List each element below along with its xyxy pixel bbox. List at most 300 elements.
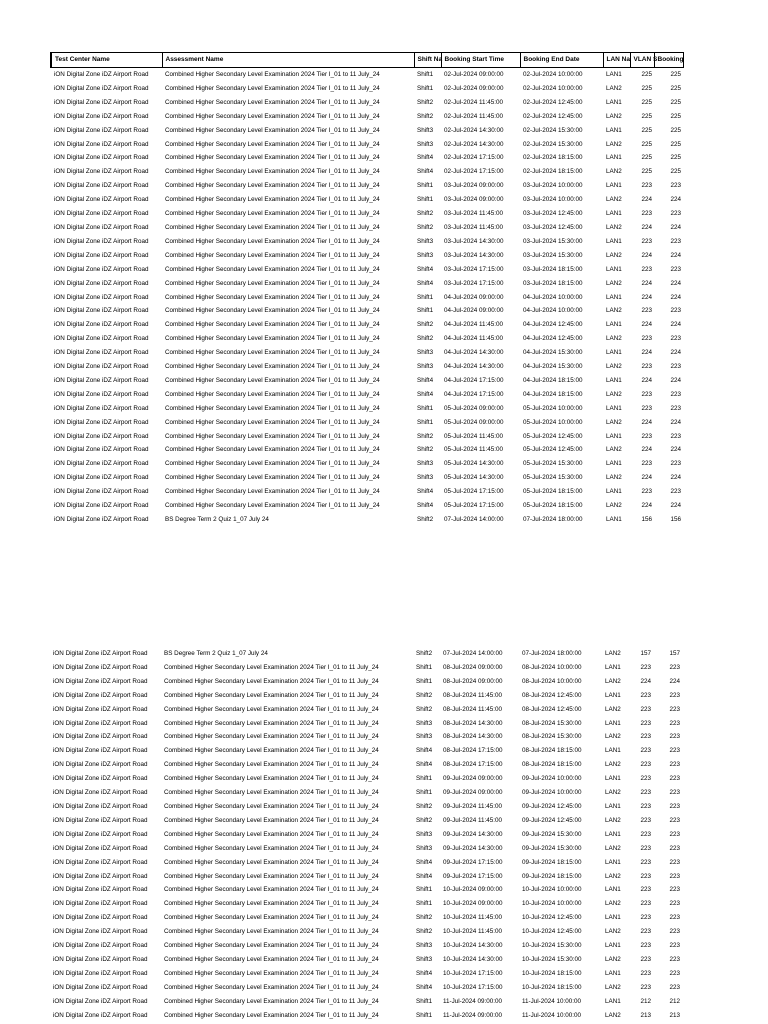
booking-cell: 223 [669,969,680,977]
test-center-cell: iON Digital Zone iDZ Airport Road [54,488,149,496]
start-time-cell: 04-Jul-2024 11:45:00 [444,321,504,329]
end-date-cell: 05-Jul-2024 15:30:00 [523,474,583,482]
test-center-cell: iON Digital Zone iDZ Airport Road [53,775,148,783]
shift-cell: Shift2 [416,705,433,713]
lan-cell: LAN2 [606,446,622,454]
booking-cell: 224 [670,349,681,357]
test-center-cell: iON Digital Zone iDZ Airport Road [53,719,148,727]
shift-cell: Shift4 [417,168,434,176]
booking-cell: 223 [669,886,680,894]
booking-cell: 157 [669,650,680,657]
assessment-cell: Combined Higher Secondary Level Examination 2024 Tier I_01 to 11 July_24 [164,844,379,852]
booking-cell: 225 [670,98,681,106]
test-center-cell: iON Digital Zone iDZ Airport Road [54,335,149,343]
vlan-cell: 223 [640,914,651,922]
vlan-cell: 213 [640,1011,651,1019]
shift-cell: Shift4 [416,858,433,866]
booking-cell: 224 [670,223,681,231]
start-time-cell: 09-Jul-2024 14:30:00 [443,844,503,852]
vlan-cell: 157 [640,650,651,657]
end-date-cell: 09-Jul-2024 15:30:00 [522,844,582,852]
booking-cell: 224 [670,446,681,454]
test-center-cell: iON Digital Zone iDZ Airport Road [54,84,149,92]
shift-cell: Shift3 [417,363,434,371]
assessment-cell: Combined Higher Secondary Level Examination 2024 Tier I_01 to 11 July_24 [164,969,379,977]
test-center-cell: iON Digital Zone iDZ Airport Road [53,650,148,657]
test-center-cell: iON Digital Zone iDZ Airport Road [54,446,149,454]
vlan-cell: 224 [641,502,652,510]
end-date-cell: 08-Jul-2024 10:00:00 [522,663,582,671]
shift-cell: Shift2 [416,928,433,936]
table-row [51,179,683,193]
shift-cell: Shift2 [416,802,433,810]
start-time-cell: 04-Jul-2024 17:15:00 [444,376,504,384]
vlan-cell: 223 [640,830,651,838]
booking-cell: 223 [670,307,681,315]
vlan-cell: 223 [640,844,651,852]
shift-cell: Shift1 [417,293,434,301]
test-center-cell: iON Digital Zone iDZ Airport Road [54,432,149,440]
start-time-cell: 05-Jul-2024 17:15:00 [444,488,504,496]
vlan-cell: 223 [641,390,652,398]
test-center-cell: iON Digital Zone iDZ Airport Road [54,210,149,218]
end-date-cell: 05-Jul-2024 12:45:00 [523,432,583,440]
assessment-cell: Combined Higher Secondary Level Examination 2024 Tier I_01 to 11 July_24 [164,914,379,922]
test-center-cell: iON Digital Zone iDZ Airport Road [53,928,148,936]
shift-cell: Shift1 [417,84,434,92]
vlan-cell: 156 [641,516,652,523]
end-date-cell: 10-Jul-2024 18:15:00 [522,969,582,977]
assessment-cell: Combined Higher Secondary Level Examination 2024 Tier I_01 to 11 July_24 [165,168,380,176]
shift-cell: Shift1 [416,775,433,783]
end-date-cell: 04-Jul-2024 15:30:00 [523,363,583,371]
test-center-cell: iON Digital Zone iDZ Airport Road [54,196,149,204]
assessment-cell: Combined Higher Secondary Level Examination 2024 Tier I_01 to 11 July_24 [165,98,380,106]
assessment-cell: Combined Higher Secondary Level Examination 2024 Tier I_01 to 11 July_24 [165,390,380,398]
table-row [51,318,683,332]
lan-cell: LAN2 [606,307,622,315]
assessment-cell: Combined Higher Secondary Level Examination 2024 Tier I_01 to 11 July_24 [165,154,380,162]
shift-cell: Shift3 [417,126,434,134]
end-date-cell: 08-Jul-2024 18:15:00 [522,747,582,755]
start-time-cell: 09-Jul-2024 09:00:00 [443,775,503,783]
table-row [50,981,682,995]
assessment-cell: Combined Higher Secondary Level Examination 2024 Tier I_01 to 11 July_24 [165,446,380,454]
lan-cell: LAN2 [605,789,621,797]
start-time-cell: 09-Jul-2024 17:15:00 [443,858,503,866]
lan-cell: LAN2 [606,140,622,148]
shift-cell: Shift1 [416,886,433,894]
vlan-cell: 223 [640,900,651,908]
vlan-cell: 223 [641,335,652,343]
vlan-cell: 223 [641,307,652,315]
booking-cell: 156 [670,516,681,523]
end-date-cell: 09-Jul-2024 18:15:00 [522,872,582,880]
shift-cell: Shift3 [416,733,433,741]
booking-cell: 223 [669,928,680,936]
booking-cell: 223 [670,363,681,371]
end-date-cell: 10-Jul-2024 18:15:00 [522,983,582,991]
table-row [51,332,683,346]
start-time-cell: 10-Jul-2024 17:15:00 [443,983,503,991]
booking-cell: 223 [670,390,681,398]
header-lan-name: LAN Na [603,53,630,68]
booking-cell: 224 [670,293,681,301]
booking-cell: 223 [670,404,681,412]
test-center-cell: iON Digital Zone iDZ Airport Road [53,747,148,755]
table-row [51,374,683,388]
booking-cell: 223 [670,182,681,190]
vlan-cell: 223 [640,761,651,769]
vlan-cell: 223 [640,747,651,755]
assessment-cell: Combined Higher Secondary Level Examination 2024 Tier I_01 to 11 July_24 [164,955,379,963]
end-date-cell: 08-Jul-2024 10:00:00 [522,677,582,685]
test-center-cell: iON Digital Zone iDZ Airport Road [54,349,149,357]
test-center-cell: iON Digital Zone iDZ Airport Road [54,307,149,315]
end-date-cell: 05-Jul-2024 18:15:00 [523,502,583,510]
end-date-cell: 02-Jul-2024 15:30:00 [523,126,583,134]
end-date-cell: 10-Jul-2024 12:45:00 [522,914,582,922]
table-row [50,925,682,939]
end-date-cell: 10-Jul-2024 10:00:00 [522,900,582,908]
shift-cell: Shift4 [416,969,433,977]
lan-cell: LAN2 [606,474,622,482]
test-center-cell: iON Digital Zone iDZ Airport Road [53,969,148,977]
end-date-cell: 10-Jul-2024 12:45:00 [522,928,582,936]
start-time-cell: 05-Jul-2024 14:30:00 [444,460,504,468]
end-date-cell: 07-Jul-2024 18:00:00 [523,516,583,523]
lan-cell: LAN2 [605,1011,621,1019]
lan-cell: LAN2 [605,955,621,963]
assessment-cell: Combined Higher Secondary Level Examination 2024 Tier I_01 to 11 July_24 [164,719,379,727]
start-time-cell: 05-Jul-2024 14:30:00 [444,474,504,482]
shift-cell: Shift2 [417,446,434,454]
lan-cell: LAN2 [606,84,622,92]
assessment-cell: Combined Higher Secondary Level Examination 2024 Tier I_01 to 11 July_24 [164,928,379,936]
table-row [51,430,683,444]
end-date-cell: 08-Jul-2024 18:15:00 [522,761,582,769]
spreadsheet-page-top [50,52,682,527]
table-row [50,800,682,814]
table-row [50,689,682,703]
assessment-cell: Combined Higher Secondary Level Examination 2024 Tier I_01 to 11 July_24 [165,71,380,78]
lan-cell: LAN2 [606,112,622,120]
shift-cell: Shift1 [416,789,433,797]
header-booking: Booking [654,53,683,68]
test-center-cell: iON Digital Zone iDZ Airport Road [53,802,148,810]
booking-cell: 223 [669,719,680,727]
booking-cell: 223 [669,830,680,838]
booking-cell: 223 [669,775,680,783]
lan-cell: LAN1 [606,182,622,190]
booking-cell: 223 [670,488,681,496]
vlan-cell: 224 [641,251,652,259]
lan-cell: LAN1 [605,886,621,894]
start-time-cell: 02-Jul-2024 14:30:00 [444,140,504,148]
shift-cell: Shift4 [416,761,433,769]
assessment-cell: Combined Higher Secondary Level Examination 2024 Tier I_01 to 11 July_24 [164,858,379,866]
test-center-cell: iON Digital Zone iDZ Airport Road [53,844,148,852]
end-date-cell: 02-Jul-2024 12:45:00 [523,98,583,106]
header-booking-start-time: Booking Start Time [441,53,520,68]
start-time-cell: 03-Jul-2024 17:15:00 [444,279,504,287]
start-time-cell: 11-Jul-2024 09:00:00 [443,997,503,1005]
shift-cell: Shift3 [416,719,433,727]
assessment-cell: Combined Higher Secondary Level Examination 2024 Tier I_01 to 11 July_24 [164,761,379,769]
vlan-cell: 223 [640,775,651,783]
vlan-cell: 224 [641,349,652,357]
test-center-cell: iON Digital Zone iDZ Airport Road [53,858,148,866]
start-time-cell: 07-Jul-2024 14:00:00 [443,650,503,657]
assessment-cell: Combined Higher Secondary Level Examination 2024 Tier I_01 to 11 July_24 [165,376,380,384]
end-date-cell: 04-Jul-2024 12:45:00 [523,321,583,329]
assessment-cell: Combined Higher Secondary Level Examination 2024 Tier I_01 to 11 July_24 [164,802,379,810]
test-center-cell: iON Digital Zone iDZ Airport Road [54,321,149,329]
shift-cell: Shift3 [417,140,434,148]
shift-cell: Shift1 [417,71,434,78]
assessment-cell: Combined Higher Secondary Level Examination 2024 Tier I_01 to 11 July_24 [165,182,380,190]
start-time-cell: 05-Jul-2024 11:45:00 [444,432,504,440]
end-date-cell: 08-Jul-2024 15:30:00 [522,719,582,727]
shift-cell: Shift2 [416,650,433,657]
test-center-cell: iON Digital Zone iDZ Airport Road [54,502,149,510]
table-row [51,360,683,374]
table-row [50,730,682,744]
booking-cell: 223 [669,705,680,713]
vlan-cell: 223 [641,488,652,496]
vlan-cell: 225 [641,168,652,176]
booking-cell: 223 [670,432,681,440]
table-row [50,786,682,800]
end-date-cell: 09-Jul-2024 12:45:00 [522,802,582,810]
assessment-cell: Combined Higher Secondary Level Examination 2024 Tier I_01 to 11 July_24 [164,983,379,991]
shift-cell: Shift1 [416,900,433,908]
start-time-cell: 09-Jul-2024 09:00:00 [443,789,503,797]
test-center-cell: iON Digital Zone iDZ Airport Road [53,900,148,908]
booking-cell: 223 [669,900,680,908]
booking-cell: 223 [669,872,680,880]
lan-cell: LAN2 [606,390,622,398]
booking-cell: 224 [670,474,681,482]
assessment-cell: Combined Higher Secondary Level Examination 2024 Tier I_01 to 11 July_24 [164,942,379,950]
end-date-cell: 05-Jul-2024 15:30:00 [523,460,583,468]
end-date-cell: 04-Jul-2024 18:15:00 [523,376,583,384]
start-time-cell: 03-Jul-2024 09:00:00 [444,196,504,204]
assessment-cell: Combined Higher Secondary Level Examination 2024 Tier I_01 to 11 July_24 [165,251,380,259]
lan-cell: LAN2 [605,677,621,685]
assessment-cell: Combined Higher Secondary Level Examination 2024 Tier I_01 to 11 July_24 [165,140,380,148]
end-date-cell: 03-Jul-2024 10:00:00 [523,196,583,204]
end-date-cell: 04-Jul-2024 18:15:00 [523,390,583,398]
shift-cell: Shift4 [417,502,434,510]
shift-cell: Shift3 [417,460,434,468]
booking-cell: 223 [669,858,680,866]
start-time-cell: 08-Jul-2024 14:30:00 [443,719,503,727]
lan-cell: LAN2 [606,279,622,287]
test-center-cell: iON Digital Zone iDZ Airport Road [53,761,148,769]
shift-cell: Shift4 [417,265,434,273]
end-date-cell: 09-Jul-2024 18:15:00 [522,858,582,866]
table-row [51,513,683,527]
shift-cell: Shift2 [416,816,433,824]
assessment-cell: Combined Higher Secondary Level Examination 2024 Tier I_01 to 11 July_24 [165,307,380,315]
table-row [51,457,683,471]
assessment-cell: Combined Higher Secondary Level Examination 2024 Tier I_01 to 11 July_24 [165,418,380,426]
booking-cell: 223 [670,237,681,245]
test-center-cell: iON Digital Zone iDZ Airport Road [53,677,148,685]
table-row [51,82,683,96]
assessment-cell: Combined Higher Secondary Level Examination 2024 Tier I_01 to 11 July_24 [165,265,380,273]
booking-cell: 223 [669,816,680,824]
assessment-cell: Combined Higher Secondary Level Examination 2024 Tier I_01 to 11 July_24 [165,335,380,343]
lan-cell: LAN2 [606,251,622,259]
end-date-cell: 07-Jul-2024 18:00:00 [522,650,582,657]
end-date-cell: 02-Jul-2024 15:30:00 [523,140,583,148]
assessment-cell: Combined Higher Secondary Level Examination 2024 Tier I_01 to 11 July_24 [165,112,380,120]
assessment-cell: Combined Higher Secondary Level Examination 2024 Tier I_01 to 11 July_24 [165,474,380,482]
booking-cell: 212 [669,997,680,1005]
start-time-cell: 04-Jul-2024 14:30:00 [444,363,504,371]
lan-cell: LAN2 [606,418,622,426]
start-time-cell: 04-Jul-2024 09:00:00 [444,293,504,301]
table-row [51,165,683,179]
start-time-cell: 03-Jul-2024 14:30:00 [444,237,504,245]
start-time-cell: 09-Jul-2024 17:15:00 [443,872,503,880]
test-center-cell: iON Digital Zone iDZ Airport Road [53,830,148,838]
end-date-cell: 02-Jul-2024 18:15:00 [523,154,583,162]
lan-cell: LAN2 [606,335,622,343]
start-time-cell: 08-Jul-2024 14:30:00 [443,733,503,741]
test-center-cell: iON Digital Zone iDZ Airport Road [53,691,148,699]
end-date-cell: 11-Jul-2024 10:00:00 [522,997,582,1005]
test-center-cell: iON Digital Zone iDZ Airport Road [54,237,149,245]
shift-cell: Shift3 [417,349,434,357]
shift-cell: Shift1 [416,663,433,671]
end-date-cell: 11-Jul-2024 10:00:00 [522,1011,582,1019]
start-time-cell: 11-Jul-2024 09:00:00 [443,1011,503,1019]
lan-cell: LAN1 [606,237,622,245]
assessment-cell: Combined Higher Secondary Level Examination 2024 Tier I_01 to 11 July_24 [164,705,379,713]
lan-cell: LAN1 [606,71,622,78]
lan-cell: LAN1 [606,516,622,523]
vlan-cell: 223 [640,802,651,810]
booking-cell: 223 [669,747,680,755]
start-time-cell: 02-Jul-2024 11:45:00 [444,98,504,106]
assessment-cell: Combined Higher Secondary Level Examination 2024 Tier I_01 to 11 July_24 [164,997,379,1005]
vlan-cell: 223 [640,663,651,671]
table-row [50,953,682,967]
test-center-cell: iON Digital Zone iDZ Airport Road [54,460,149,468]
vlan-cell: 223 [640,969,651,977]
test-center-cell: iON Digital Zone iDZ Airport Road [54,404,149,412]
assessment-cell: Combined Higher Secondary Level Examination 2024 Tier I_01 to 11 July_24 [165,293,380,301]
test-center-cell: iON Digital Zone iDZ Airport Road [53,705,148,713]
table-row [51,291,683,305]
lan-cell: LAN1 [605,802,621,810]
end-date-cell: 10-Jul-2024 15:30:00 [522,955,582,963]
assessment-cell: Combined Higher Secondary Level Examination 2024 Tier I_01 to 11 July_24 [165,223,380,231]
booking-cell: 225 [670,112,681,120]
booking-cell: 223 [670,335,681,343]
booking-cell: 225 [670,168,681,176]
test-center-cell: iON Digital Zone iDZ Airport Road [54,251,149,259]
start-time-cell: 08-Jul-2024 17:15:00 [443,747,503,755]
test-center-cell: iON Digital Zone iDZ Airport Road [54,279,149,287]
header-test-center-name: Test Center Name [51,53,162,68]
table-row [50,647,682,661]
shift-cell: Shift4 [417,390,434,398]
start-time-cell: 04-Jul-2024 09:00:00 [444,307,504,315]
lan-cell: LAN2 [606,196,622,204]
start-time-cell: 03-Jul-2024 11:45:00 [444,210,504,218]
end-date-cell: 08-Jul-2024 15:30:00 [522,733,582,741]
table-row [51,110,683,124]
table-row [51,235,683,249]
lan-cell: LAN1 [605,997,621,1005]
lan-cell: LAN2 [606,168,622,176]
test-center-cell: iON Digital Zone iDZ Airport Road [54,474,149,482]
table-row [51,138,683,152]
start-time-cell: 10-Jul-2024 11:45:00 [443,928,503,936]
booking-cell: 223 [670,210,681,218]
start-time-cell: 03-Jul-2024 14:30:00 [444,251,504,259]
shift-cell: Shift4 [416,872,433,880]
test-center-cell: iON Digital Zone iDZ Airport Road [53,816,148,824]
vlan-cell: 224 [641,321,652,329]
assessment-cell: Combined Higher Secondary Level Examination 2024 Tier I_01 to 11 July_24 [164,663,379,671]
assessment-cell: Combined Higher Secondary Level Examination 2024 Tier I_01 to 11 July_24 [165,196,380,204]
assessment-cell: Combined Higher Secondary Level Examination 2024 Tier I_01 to 11 July_24 [165,502,380,510]
start-time-cell: 08-Jul-2024 17:15:00 [443,761,503,769]
vlan-cell: 212 [640,997,651,1005]
end-date-cell: 04-Jul-2024 10:00:00 [523,293,583,301]
vlan-cell: 223 [640,983,651,991]
assessment-cell: Combined Higher Secondary Level Examination 2024 Tier I_01 to 11 July_24 [164,691,379,699]
start-time-cell: 02-Jul-2024 09:00:00 [444,71,504,78]
lan-cell: LAN2 [605,705,621,713]
vlan-cell: 225 [641,84,652,92]
test-center-cell: iON Digital Zone iDZ Airport Road [54,390,149,398]
start-time-cell: 02-Jul-2024 17:15:00 [444,168,504,176]
assessment-cell: Combined Higher Secondary Level Examination 2024 Tier I_01 to 11 July_24 [165,432,380,440]
booking-cell: 224 [670,502,681,510]
start-time-cell: 10-Jul-2024 14:30:00 [443,955,503,963]
vlan-cell: 224 [640,677,651,685]
lan-cell: LAN1 [605,719,621,727]
lan-cell: LAN2 [605,928,621,936]
lan-cell: LAN1 [605,663,621,671]
vlan-cell: 223 [641,210,652,218]
vlan-cell: 223 [640,691,651,699]
lan-cell: LAN2 [605,900,621,908]
end-date-cell: 03-Jul-2024 15:30:00 [523,251,583,259]
table-row [50,1009,682,1023]
vlan-cell: 224 [641,279,652,287]
lan-cell: LAN1 [605,775,621,783]
assessment-cell: Combined Higher Secondary Level Examination 2024 Tier I_01 to 11 July_24 [165,460,380,468]
end-date-cell: 09-Jul-2024 10:00:00 [522,775,582,783]
shift-cell: Shift1 [416,677,433,685]
assessment-cell: BS Degree Term 2 Quiz 1_07 July 24 [165,516,269,523]
start-time-cell: 04-Jul-2024 11:45:00 [444,335,504,343]
vlan-cell: 223 [640,719,651,727]
vlan-cell: 223 [641,363,652,371]
start-time-cell: 03-Jul-2024 09:00:00 [444,182,504,190]
assessment-cell: BS Degree Term 2 Quiz 1_07 July 24 [164,650,268,657]
booking-cell: 224 [669,677,680,685]
assessment-cell: Combined Higher Secondary Level Examination 2024 Tier I_01 to 11 July_24 [164,733,379,741]
vlan-cell: 224 [641,446,652,454]
